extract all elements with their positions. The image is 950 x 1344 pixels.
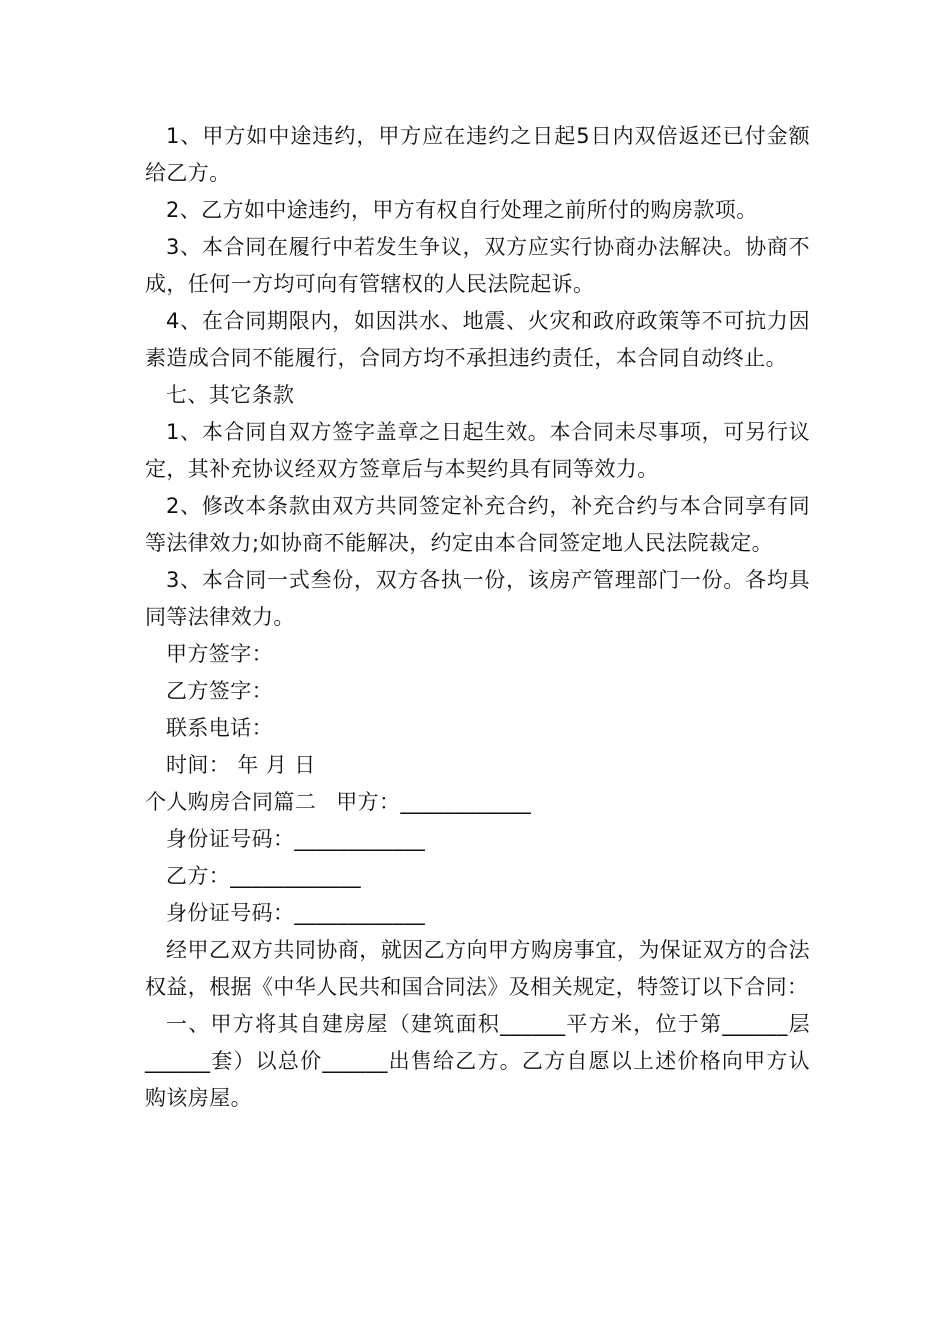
clause-3-dispute: 3、本合同在履行中若发生争议，双方应实行协商办法解决。协商不成，任何一方均可向有管辖权的人民法院起诉。 [145,235,810,296]
party-b-name: 乙方：____________ [166,864,361,888]
other-clause-1: 1、本合同自双方签字盖章之日起生效。本合同未尽事项，可另行议定，其补充协议经双方签章后与本契约具有同等效力。 [145,420,810,481]
clause-4-force-majeure: 4、在合同期限内，如因洪水、地震、火灾和政府政策等不可抗力因素造成合同不能履行，合同方均不承担违约责任，本合同自动终止。 [145,309,810,370]
document-page [145,118,810,1117]
clause-1-breach-party-a: 1、甲方如中途违约，甲方应在违约之日起5日内双倍返还已付金额给乙方。 [145,124,810,185]
section-two-party-a: 甲方：____________ [336,790,532,814]
clause-2-breach-party-b: 2、乙方如中途违约，甲方有权自行处理之前所付的购房款项。 [166,198,758,222]
other-clause-3: 3、本合同一式叁份，双方各执一份，该房产管理部门一份。各均具同等法律效力。 [145,568,810,629]
section-two-title: 个人购房合同篇二 [145,790,317,814]
article-1-sale-terms: 一、甲方将其自建房屋（建筑面积______平方米，位于第______层______套）以总价______出售给乙方。乙方自愿以上述价格向甲方认购该房屋。 [145,1012,810,1110]
party-a-id-number: 身份证号码：____________ [166,827,426,851]
section-heading-other-terms: 七、其它条款 [166,383,295,407]
contract-preamble: 经甲乙双方共同协商，就因乙方向甲方购房事宜，为保证双方的合法权益，根据《中华人民共和国合同法》及相关规定，特签订以下合同： [145,938,810,999]
party-b-signature-label: 乙方签字： [166,679,273,703]
contact-phone-label: 联系电话： [166,716,273,740]
party-b-id-number: 身份证号码：____________ [166,901,426,925]
date-label: 时间： 年 月 日 [166,753,316,777]
party-a-signature-label: 甲方签字： [166,642,273,666]
other-clause-2: 2、修改本条款由双方共同签定补充合约，补充合约与本合同享有同等法律效力;如协商不能解决，约定由本合同签定地人民法院裁定。 [145,494,810,555]
section-two-heading-line [145,784,810,821]
